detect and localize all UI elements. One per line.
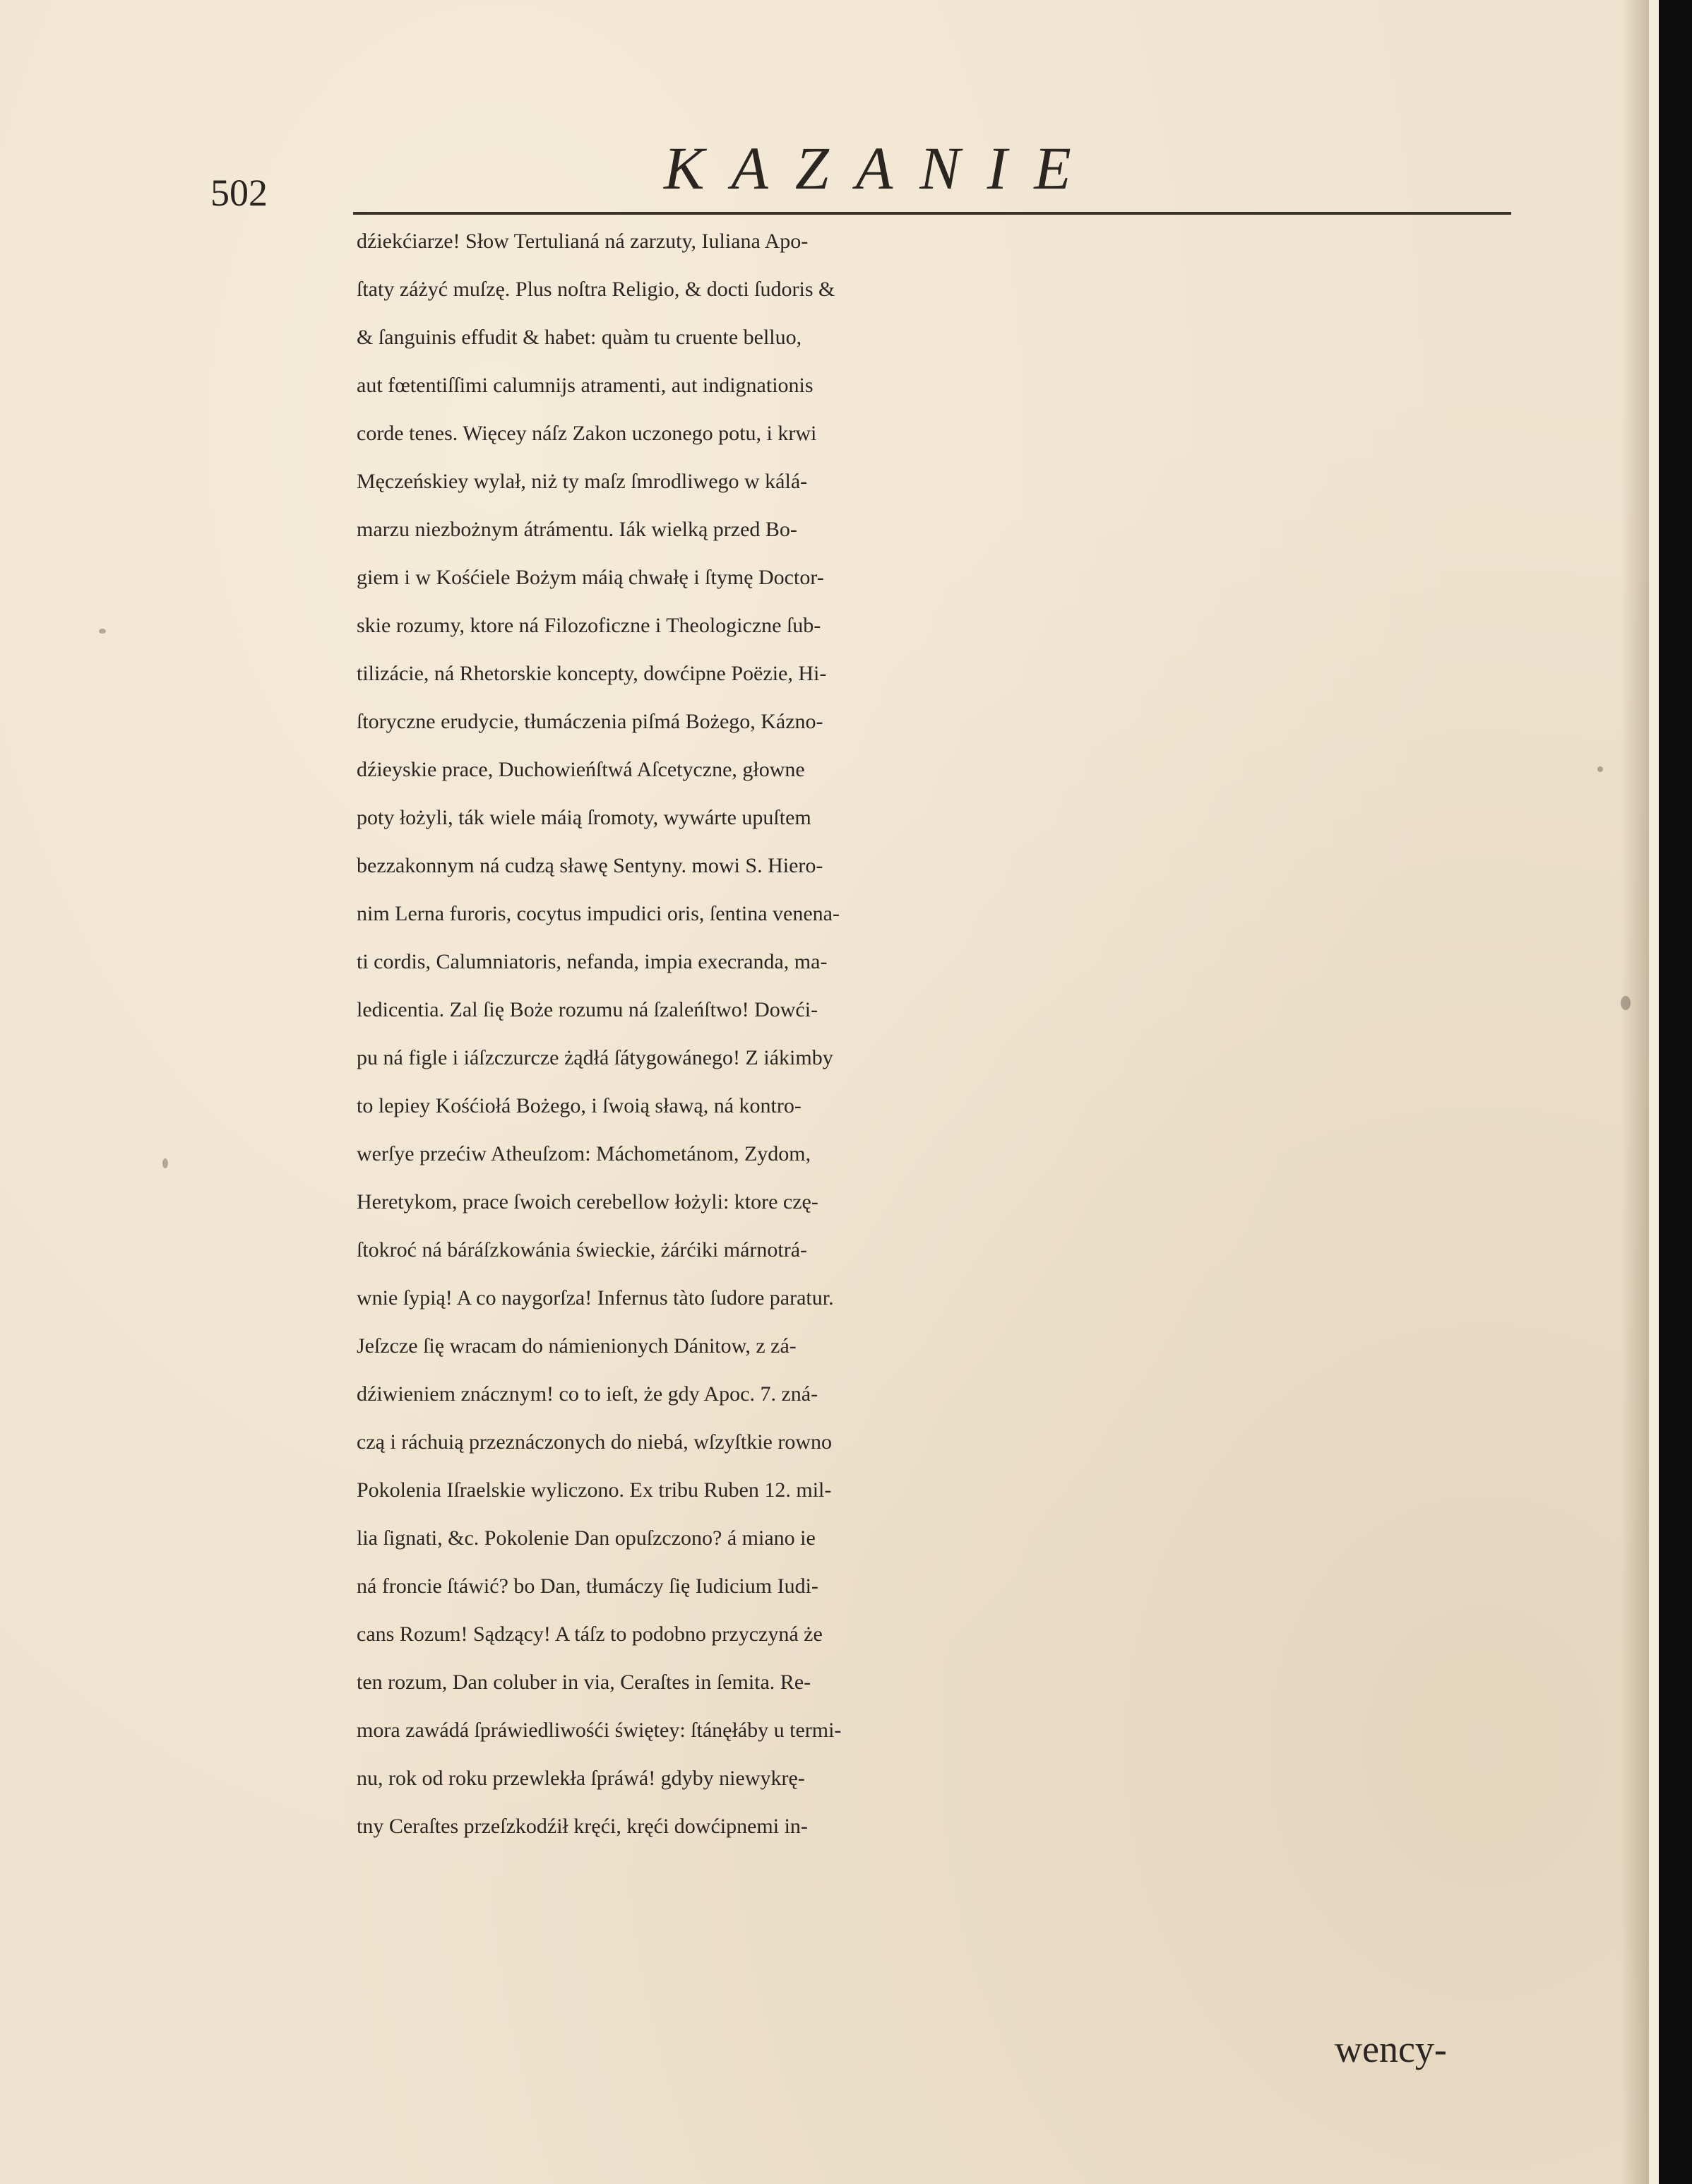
text-line: corde tenes. Więcey náſz Zakon uczonego potu, i krwi (357, 422, 817, 445)
page-number: 502 (210, 172, 268, 214)
text-line: pu ná figle i iáſzczurcze żądłá ſátygowánego! Z iákimby (357, 1046, 833, 1069)
text-line: wnie ſypią! A co naygorſza! Infernus tàto ſudore paratur. (357, 1286, 834, 1310)
text-line: giem i w Kośćiele Bożym máią chwałę i ſtymę Doctor- (357, 566, 824, 589)
text-line: skie rozumy, ktore ná Filozoficzne i Theologiczne ſub- (357, 614, 821, 637)
header-rule (353, 212, 1511, 215)
text-line: marzu niezbożnym átrámentu. Iák wielką przed Bo- (357, 518, 797, 541)
text-line: czą i ráchuią przeznáczonych do niebá, wſzyſtkie rowno (357, 1430, 833, 1454)
text-line: dźiwieniem znácznym! co to ieſt, że gdy Apoc. 7. zná- (357, 1382, 818, 1406)
catchword: wency- (1335, 2028, 1447, 2070)
scan-border (1659, 0, 1692, 2184)
text-line: ſtoryczne erudycie, tłumáczenia piſmá Bożego, Kázno- (357, 710, 823, 733)
text-line: cans Rozum! Sądzący! A táſz to podobno przyczyná że (357, 1622, 823, 1646)
text-line: poty łożyli, ták wiele máią ſromoty, wywárte upuſtem (357, 806, 811, 829)
running-head: KAZANIE (664, 134, 1098, 202)
ink-speck (1621, 996, 1631, 1010)
text-line: Pokolenia Iſraelskie wyliczono. Ex tribu Ruben 12. mil- (357, 1478, 832, 1502)
text-line: ná froncie ſtáwić? bo Dan, tłumáczy ſię Iudicium Iudi- (357, 1574, 818, 1598)
text-line: Heretykom, prace ſwoich cerebellow łożyli: ktore czę- (357, 1190, 818, 1213)
ink-speck (162, 1158, 168, 1168)
page-edge (1649, 0, 1659, 2184)
text-line: to lepiey Kośćiołá Bożego, i ſwoią sławą, ná kontro- (357, 1094, 802, 1117)
text-line: dźiekćiarze! Słow Tertulianá ná zarzuty, Iuliana Apo- (357, 230, 809, 253)
ink-speck (99, 629, 106, 634)
text-line: dźieyskie prace, Duchowieńſtwá Aſcetyczne, głowne (357, 758, 805, 781)
text-line: Męczeńskiey wylał, niż ty maſz ſmrodliwego w kálá- (357, 470, 808, 493)
text-line: tny Ceraſtes przeſzkodźił kręći, kręći dowćipnemi in- (357, 1815, 808, 1838)
text-line: nu, rok od roku przewlekła ſpráwá! gdyby niewykrę- (357, 1767, 805, 1790)
text-line: Jeſzcze ſię wracam do námienionych Dánitow, z zá- (357, 1334, 797, 1358)
text-line: tilizácie, ná Rhetorskie koncepty, dowćipne Poëzie, Hi- (357, 662, 827, 685)
text-line: ledicentia. Zal ſię Boże rozumu ná ſzaleńſtwo! Dowći- (357, 998, 818, 1021)
text-line: ten rozum, Dan coluber in via, Ceraſtes in ſemita. Re- (357, 1670, 811, 1694)
text-line: nim Lerna furoris, cocytus impudici oris, ſentina venena- (357, 902, 840, 925)
text-line: mora zawádá ſpráwiedliwośći świętey: ſtánęłáby u termi- (357, 1719, 842, 1742)
text-line: bezzakonnym ná cudzą sławę Sentyny. mowi S. Hiero- (357, 854, 823, 877)
text-line: ſtokroć ná báráſzkowánia świeckie, żárćiki márnotrá- (357, 1238, 808, 1262)
text-line: ti cordis, Calumniatoris, nefanda, impia execranda, ma- (357, 950, 828, 973)
body-text (357, 218, 1543, 1851)
text-line: lia ſignati, &c. Pokolenie Dan opuſzczono? á miano ie (357, 1526, 816, 1550)
ink-speck (1597, 766, 1603, 772)
text-line: & ſanguinis effudit & habet: quàm tu cruente belluo, (357, 326, 802, 349)
text-line: werſye przećiw Atheuſzom: Máchometánom, Zydom, (357, 1142, 811, 1165)
text-line: ſtaty záżyć muſzę. Plus noſtra Religio, & docti ſudoris & (357, 278, 835, 301)
text-line: aut fœtentiſſimi calumnijs atramenti, aut indignationis (357, 374, 814, 397)
